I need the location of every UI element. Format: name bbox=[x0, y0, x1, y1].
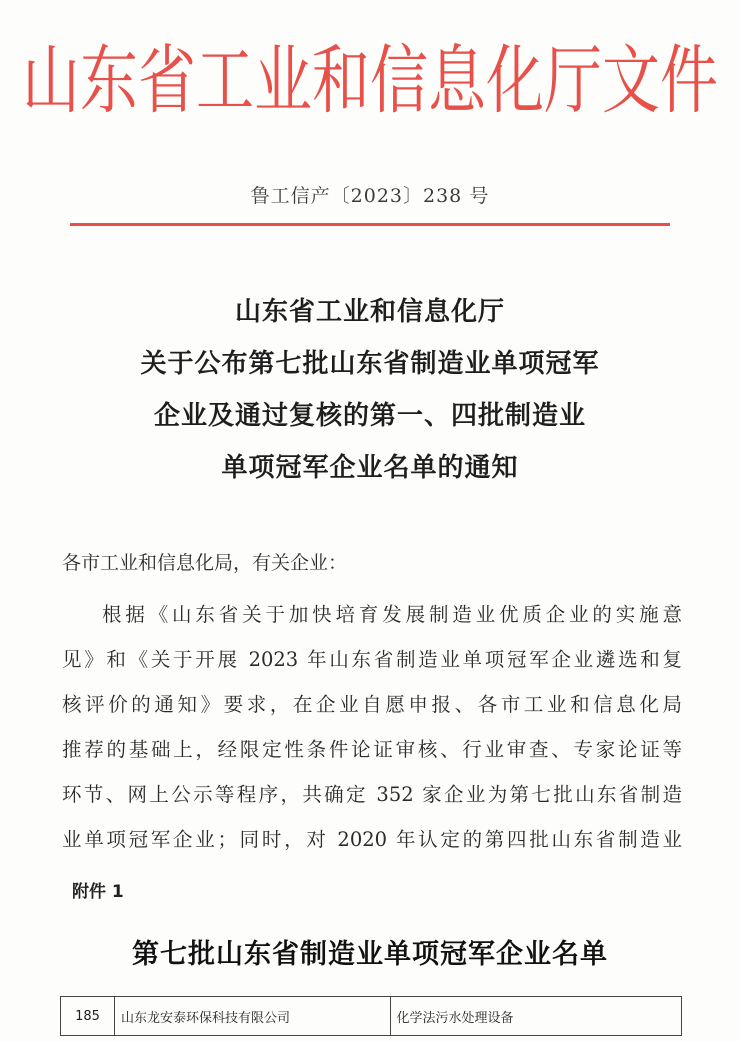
row-number: 185 bbox=[61, 997, 115, 1036]
body-line: 环节、网上公示等程序，共确定 352 家企业为第七批山东省制造 bbox=[62, 783, 682, 806]
title-line: 企业及通过复核的第一、四批制造业 bbox=[153, 401, 586, 431]
body-line: 核评价的通知》要求，在企业自愿申报、各市工业和信息化局 bbox=[62, 693, 682, 716]
body-line: 业单项冠军企业；同时，对 2020 年认定的第四批山东省制造业 bbox=[62, 828, 682, 851]
body-line: 推荐的基础上，经限定性条件论证审核、行业审查、专家论证等 bbox=[62, 738, 682, 761]
product-name: 化学法污水处理设备 bbox=[390, 997, 681, 1036]
company-table bbox=[60, 996, 682, 1036]
document-number: 鲁工信产〔2023〕238 号 bbox=[250, 185, 490, 207]
attachment-label: 附件 1 bbox=[72, 882, 124, 902]
masthead-title: 山东省工业和信息化厅文件 bbox=[21, 36, 718, 124]
salutation: 各市工业和信息化局，有关企业： bbox=[62, 552, 348, 574]
table-row bbox=[61, 997, 682, 1036]
title-line: 山东省工业和信息化厅 bbox=[234, 297, 505, 327]
body-line: 见》和《关于开展 2023 年山东省制造业单项冠军企业遴选和复 bbox=[62, 648, 682, 671]
body-paragraph bbox=[62, 592, 682, 862]
body-line: 根据《山东省关于加快培育发展制造业优质企业的实施意 bbox=[102, 603, 682, 626]
red-divider-line bbox=[70, 223, 670, 226]
title-line: 单项冠军企业名单的通知 bbox=[221, 453, 519, 483]
list-title: 第七批山东省制造业单项冠军企业名单 bbox=[132, 939, 608, 970]
notice-title bbox=[0, 286, 740, 494]
title-line: 关于公布第七批山东省制造业单项冠军 bbox=[140, 349, 600, 379]
company-name: 山东龙安泰环保科技有限公司 bbox=[115, 997, 390, 1036]
